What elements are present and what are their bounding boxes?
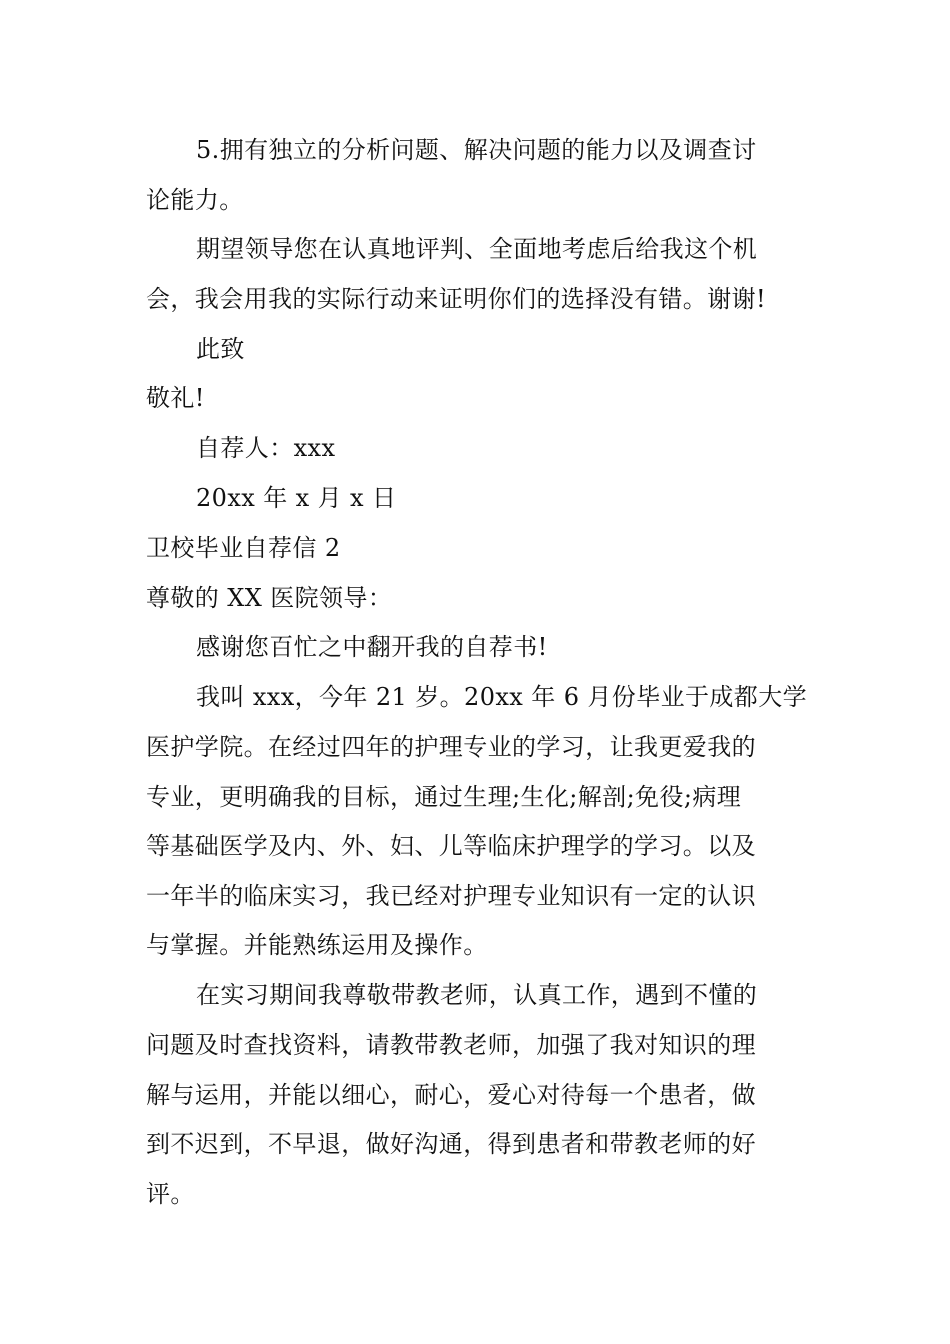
text-line: 期望领导您在认真地评判、全面地考虑后给我这个机	[196, 235, 758, 263]
date-line: 20xx 年 x 月 x 日	[196, 484, 397, 512]
text-line: 论能力。	[146, 186, 244, 214]
text-line: 与掌握。并能熟练运用及操作。	[146, 931, 488, 959]
salutation: 尊敬的 XX 医院领导：	[146, 584, 393, 612]
text-line: 等基础医学及内、外、妇、儿等临床护理学的学习。以及	[146, 832, 756, 860]
text-line: 会，我会用我的实际行动来证明你们的选择没有错。谢谢!	[146, 285, 767, 313]
text-line: 评。	[146, 1180, 195, 1208]
text-line: 问题及时查找资料，请教带教老师，加强了我对知识的理	[146, 1031, 756, 1059]
text-line: 解与运用，并能以细心，耐心，爱心对待每一个患者，做	[146, 1081, 756, 1109]
text-line: 到不迟到，不早退，做好沟通，得到患者和带教老师的好	[146, 1130, 756, 1158]
text-line: 医护学院。在经过四年的护理专业的学习，让我更爱我的	[146, 733, 756, 761]
text-line: 5.拥有独立的分析问题、解决问题的能力以及调查讨	[196, 136, 757, 164]
section-title: 卫校毕业自荐信 2	[146, 534, 341, 562]
text-line: 专业，更明确我的目标，通过生理;生化;解剖;免役;病理	[146, 783, 742, 811]
text-line: 我叫 xxx，今年 21 岁。20xx 年 6 月份毕业于成都大学	[196, 683, 807, 711]
text-line: 感谢您百忙之中翻开我的自荐书!	[196, 633, 548, 661]
closing-salutation: 敬礼!	[146, 384, 205, 412]
text-line: 一年半的临床实习，我已经对护理专业知识有一定的认识	[146, 882, 756, 910]
text-line: 此致	[196, 335, 245, 363]
text-line: 在实习期间我尊敬带教老师，认真工作，遇到不懂的	[196, 981, 758, 1009]
signature-line: 自荐人：xxx	[196, 434, 336, 462]
